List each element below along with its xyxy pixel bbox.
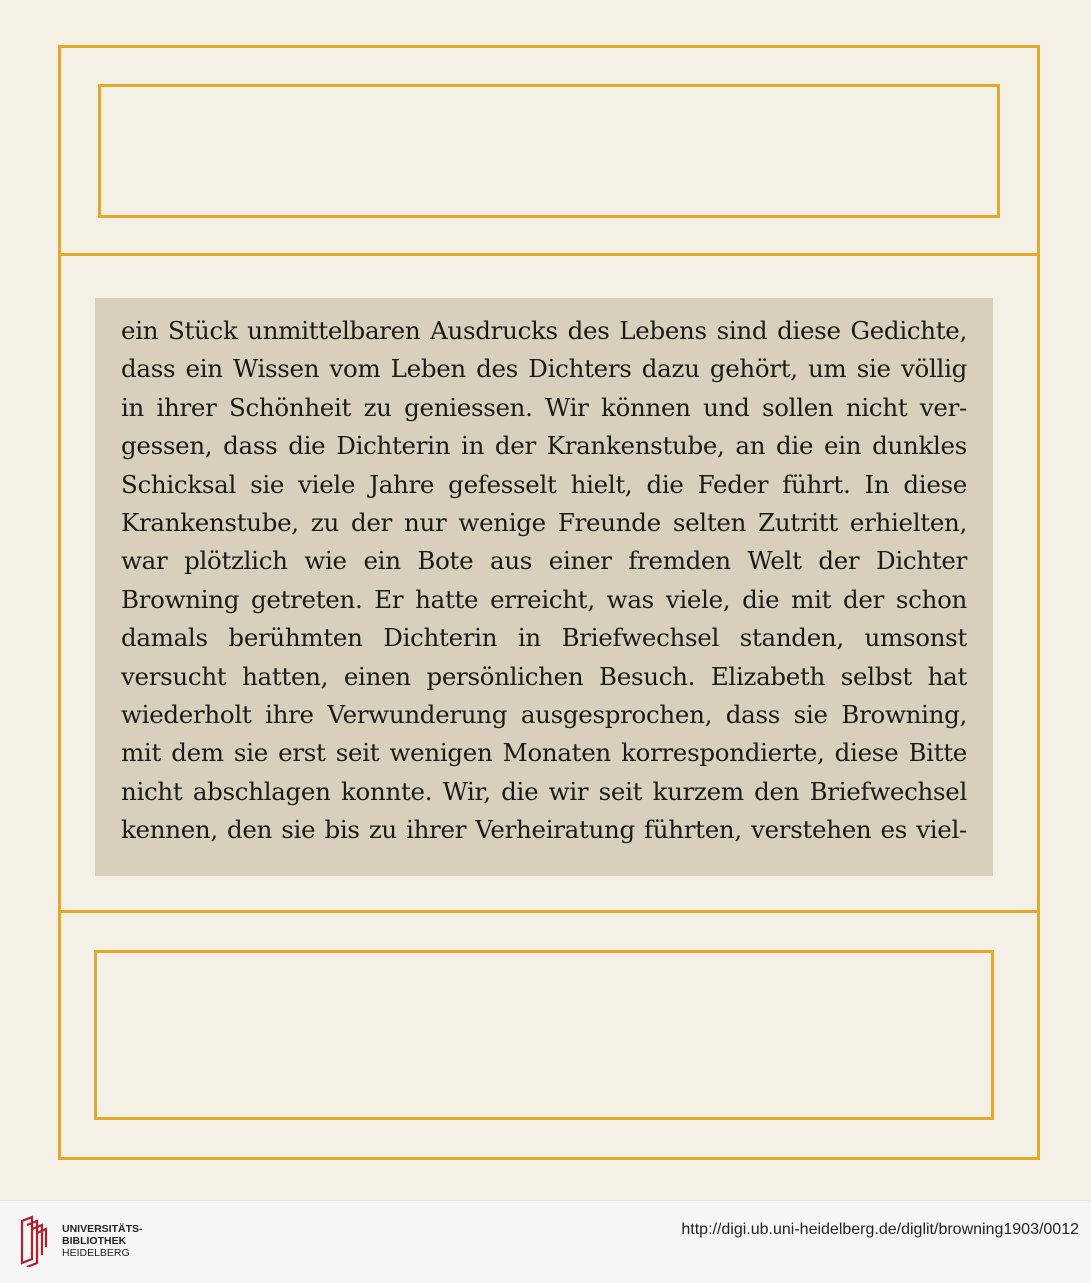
text-line: mit dem sie erst seit wenigen Monaten korrespondierte, diese Bitte <box>121 738 967 768</box>
text-line: kennen, den sie bis zu ihrer Verheiratung führten, verstehen es viel- <box>121 815 967 845</box>
library-footer <box>0 1200 1091 1283</box>
text-line: versucht hatten, einen persönlichen Besuch. Elizabeth selbst hat <box>121 661 967 691</box>
text-line: Krankenstube, zu der nur wenige Freunde selten Zutritt erhielten, <box>121 507 967 537</box>
university-library-logo-icon <box>18 1215 48 1267</box>
text-line: in ihrer Schönheit zu geniessen. Wir können und sollen nicht ver- <box>121 392 967 422</box>
text-line: dass ein Wissen vom Leben des Dichters dazu gehört, um sie völlig <box>121 354 967 384</box>
text-line: war plötzlich wie ein Bote aus einer fremden Welt der Dichter <box>121 546 967 576</box>
top-gold-box <box>98 84 1000 218</box>
library-name-line: UNIVERSITÄTS- <box>62 1223 143 1235</box>
lower-gold-rule <box>61 910 1037 913</box>
text-line: damals berühmten Dichterin in Briefwechsel standen, umsonst <box>121 623 967 653</box>
library-name-line: HEIDELBERG <box>62 1247 130 1259</box>
text-line: nicht abschlagen konnte. Wir, die wir seit kurzem den Briefwechsel <box>121 776 967 806</box>
library-name <box>62 1223 143 1259</box>
text-line: ein Stück unmittelbaren Ausdrucks des Lebens sind diese Gedichte, <box>121 316 967 345</box>
text-panel <box>95 298 993 876</box>
upper-gold-rule <box>61 253 1037 256</box>
text-line: wiederholt ihre Verwunderung ausgesprochen, dass sie Browning, <box>121 699 967 729</box>
page-url-link[interactable]: http://digi.ub.uni-heidelberg.de/diglit/browning1903/0012 <box>681 1221 1079 1238</box>
library-name-line: BIBLIOTHEK <box>62 1235 127 1247</box>
text-line: gessen, dass die Dichterin in der Krankenstube, an die ein dunkles <box>121 431 967 461</box>
text-line: Browning getreten. Er hatte erreicht, was viele, die mit der schon <box>121 584 967 614</box>
bottom-gold-box <box>94 950 994 1120</box>
text-line: Schicksal sie viele Jahre gefesselt hielt, die Feder führt. In diese <box>121 469 967 499</box>
